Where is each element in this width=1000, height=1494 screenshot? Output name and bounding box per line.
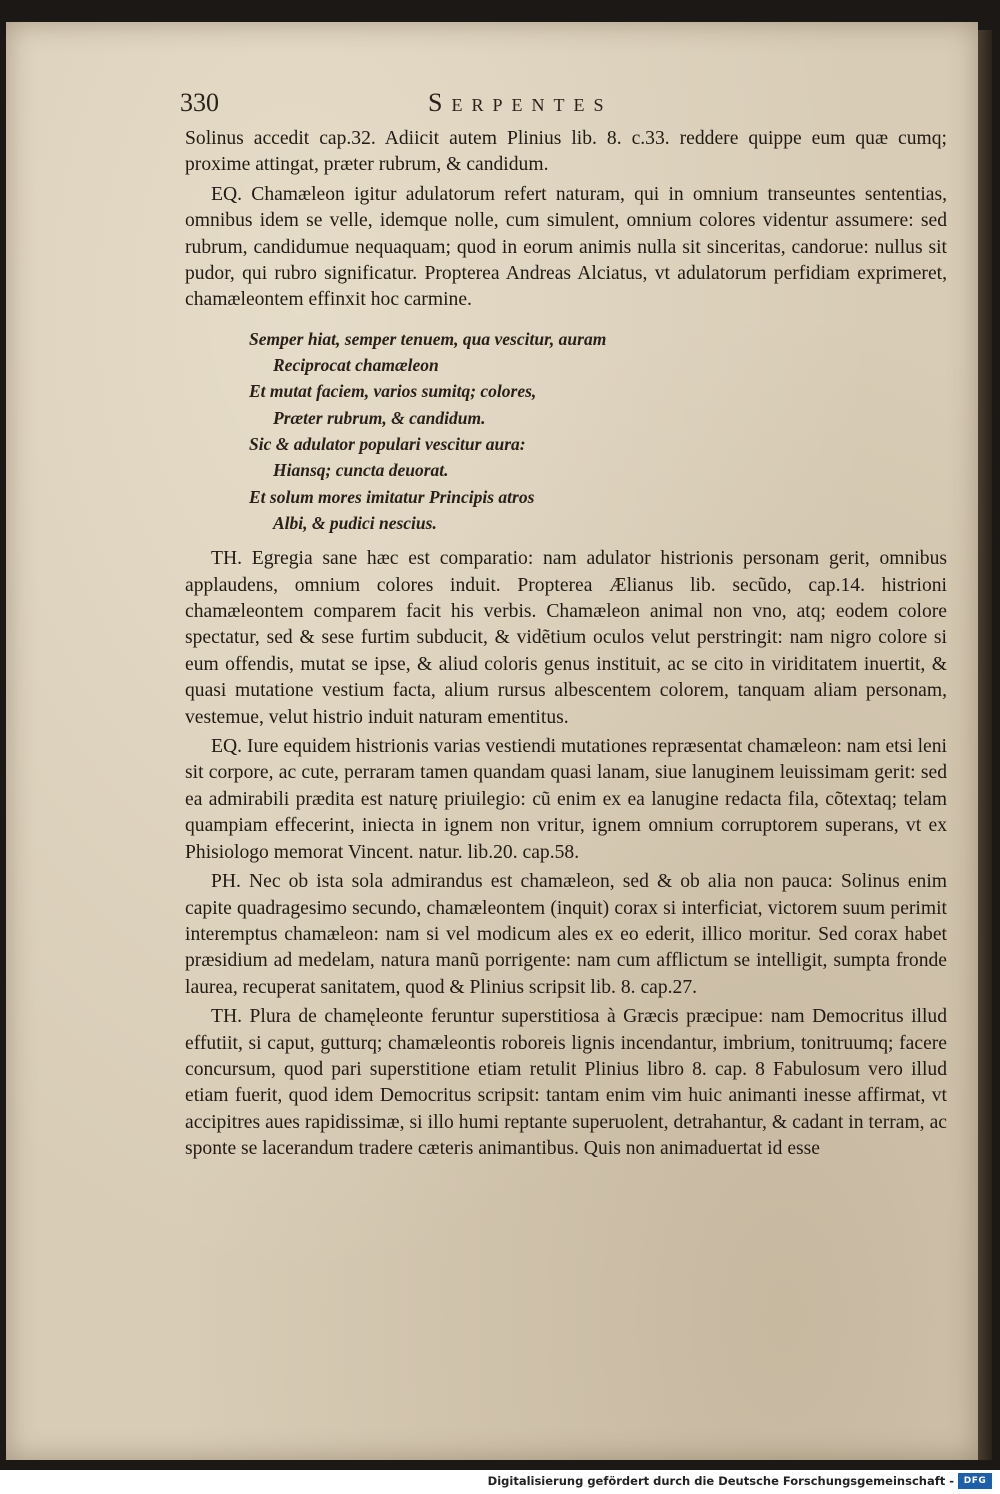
- verse-line: Præter rubrum, & candidum.: [273, 407, 486, 428]
- paragraph: PH. Nec ob ista sola admirandus est chamæleon, sed & ob alia non pauca: Solinus enim capite quadragesimo secundo, chamæleontem (inquit) corax si interficiat, victorem suum perimit interemptus chamæleon: nam si vel modicum ales ex eo ederit, illico moritur. Sed corax habet præsidium ad medelam, natura manũ porrigente: nam cum afflictum se intelligit, sumpta fronde laurea, recuperat sanitatem, quod & Plinius scripsit lib. 8. cap.27.: [185, 871, 947, 998]
- verse-line: Et mutat faciem, varios sumitq; colores,: [249, 381, 537, 402]
- paragraph: Solinus accedit cap.32. Adiicit autem Plinius lib. 8. c.33. reddere quippe eum quæ cumq; proxime attingat, præter rubrum, & candidum.: [185, 128, 947, 176]
- paragraph: EQ. Iure equidem histrionis varias vestiendi mutationes repræsentat chamæleon: nam etsi leni sit corpore, ac cute, perraram tamen quandam quasi lanam, siue lanuginem leuissimam gerit: sed ea admirabili prædita est naturę priuilegio: cũ enim ex ea lanugine redacta fila, cõtextaq; telam quampiam effecerint, iniecta in ignem non vritur, ignem omnium corruptorem superans, vt ex Phisiologo memorat Vincent. natur. lib.20. cap.58.: [185, 736, 947, 863]
- page-number: 330: [180, 88, 219, 117]
- page-header: [180, 88, 960, 128]
- book-spine: [978, 30, 992, 1460]
- dfg-logo: DFG: [958, 1473, 992, 1489]
- footer-bar: [0, 1470, 1000, 1494]
- funding-credit: Digitalisierung gefördert durch die Deutsche Forschungsgemeinschaft -: [487, 1474, 954, 1488]
- paragraph: TH. Egregia sane hæc est comparatio: nam adulator histrionis personam gerit, omnibus applaudens, omnium colores induit. Propterea Ælianus lib. secũdo, cap.14. histrioni chamæleontem comparem facit his verbis. Chamæleon animal non vno, atq; eodem colore spectatur, sed & sese furtim subducit, & vidẽtium oculos velut perstringit: nam nigro colore si eum offendis, mutat se ipse, & aliud coloris genus instituit, ac se cito in viriditatem inuertit, & quasi mutatione vestium facta, alium rursus albescentem colorem, tanquam aliam personam, vestemue, velut histrio induit naturam ementitus.: [185, 548, 947, 728]
- body-text: [185, 126, 947, 1166]
- verse-line: Semper hiat, semper tenuem, qua vescitur, auram: [249, 328, 607, 349]
- running-head: Serpentes: [428, 88, 613, 117]
- paragraph: EQ. Chamæleon igitur adulatorum refert naturam, qui in omnium transeuntes sententias, omnibus idem se velle, idemque nolle, cum simulent, omnium colores videntur assumere: sed rubrum, candidumue nequaquam; quod in eorum animis nulla sit sinceritas, candorue: nullus sit pudor, qui rubro significatur. Propterea Andreas Alciatus, vt adulatorum perfidiam exprimeret, chamæleontem effinxit hoc carmine.: [185, 183, 947, 311]
- paragraph: TH. Plura de chamęleonte feruntur superstitiosa à Græcis præcipue: nam Democritus illud effutiit, si caput, gutturq; chamæleontis roboreis lignis incendantur, imbrium, tonitruumq; facere concursum, quod pari superstitione etiam retulit Plinius libro 8. cap. 8 Fabulosum vero illud etiam fuerit, quod idem Democritus scripsit: tantam enim vim huic animanti inesse affirmat, vt accipitres aues rapidissimæ, si illo humi reptante superuolent, detrahantur, & cadant in terram, ac sponte se lacerandum tradere cæteris animantibus. Quis non animaduertat id esse: [185, 1006, 947, 1160]
- verse-line: Albi, & pudici nescius.: [273, 512, 437, 533]
- verse-line: Et solum mores imitatur Principis atros: [249, 486, 535, 507]
- verse-line: Hiansq; cuncta deuorat.: [273, 460, 449, 481]
- verse-line: Reciprocat chamæleon: [273, 355, 439, 376]
- verse-line: Sic & adulator populari vescitur aura:: [249, 434, 526, 455]
- verse-block: [249, 326, 947, 536]
